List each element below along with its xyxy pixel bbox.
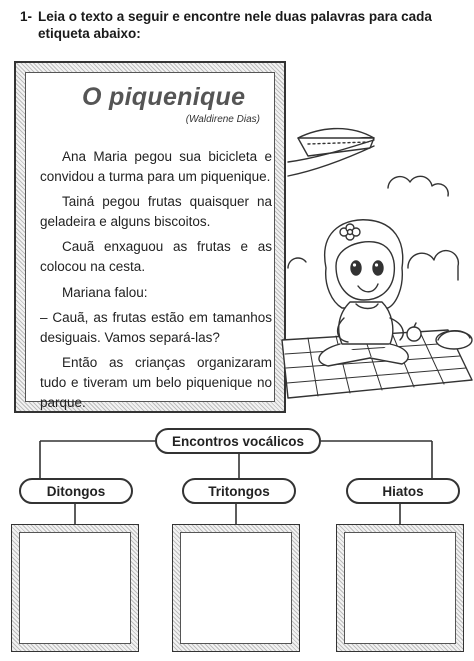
instruction — [20, 8, 460, 42]
story-author: (Waldirene Dias) — [185, 114, 260, 125]
category-label-hiatos: Hiatos — [346, 478, 460, 504]
instruction-text: Leia o texto a seguir e encontre nele duas palavras para cada etiqueta abaixo: — [38, 9, 432, 41]
answer-box-ditongos[interactable] — [11, 524, 139, 652]
category-label-ditongos: Ditongos — [19, 478, 133, 504]
question-number: 1- — [20, 9, 33, 24]
story-panel — [25, 72, 275, 410]
cloud-icon — [388, 176, 448, 196]
story-paragraph: Então as crianças organizaram tudo e tiveram um belo piquenique no parque. — [40, 355, 272, 410]
story-paragraph: – Cauã, as frutas estão em tamanhos desiguais. Vamos separá-las? — [40, 310, 272, 345]
answer-area[interactable] — [180, 532, 292, 644]
story-paragraph: Ana Maria pegou sua bicicleta e convidou a turma para um piquenique. — [40, 149, 272, 184]
story-frame — [14, 61, 286, 413]
story-paragraph: Tainá pegou frutas quaisquer na geladeira e alguns biscoitos. — [40, 194, 272, 229]
category-label-tritongos: Tritongos — [182, 478, 296, 504]
answer-box-tritongos[interactable] — [172, 524, 300, 652]
root-label-encontros-vocalicos: Encontros vocálicos — [155, 428, 321, 454]
answer-area[interactable] — [19, 532, 131, 644]
story-body — [40, 147, 272, 418]
story-paragraph: Cauã enxaguou as frutas e as colocou na cesta. — [40, 239, 272, 274]
answer-area[interactable] — [344, 532, 456, 644]
story-title: O piquenique — [82, 83, 246, 111]
story-paragraph: Mariana falou: — [62, 284, 148, 300]
picnic-girl-illustration — [278, 118, 474, 418]
answer-box-hiatos[interactable] — [336, 524, 464, 652]
cloud-icon — [408, 251, 458, 280]
fruit-icon — [407, 327, 421, 341]
